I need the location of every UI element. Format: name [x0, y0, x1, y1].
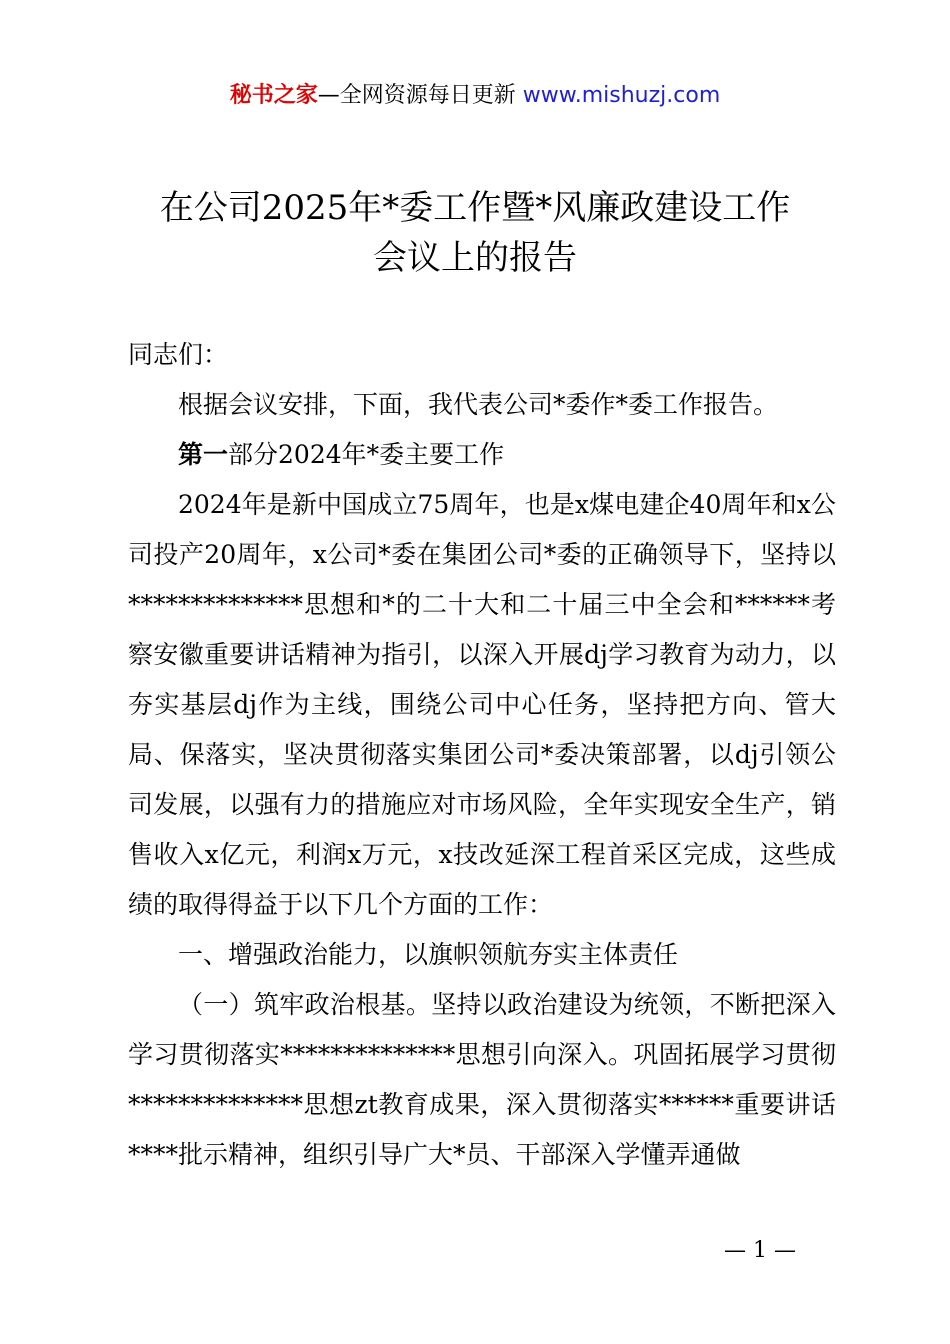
body-paragraph-1: 2024年是新中国成立75周年，也是x煤电建企40周年和x公司投产20周年，x公司*委在集团公司*委的正确领导下，坚持以**************思想和*的二十大和二十届三中全会和******考察安徽重要讲话精神为指引，以深入开展dj学习教育为动力，以夯实基层dj作为主线，围绕公司中心任务，坚持把方向、管大局、保落实，坚决贯彻落实集团公司*委决策部署，以dj引领公司发展，以强有力的措施应对市场风险，全年实现安全生产，销售收入x亿元，利润x万元，x技改延深工程首采区完成，这些成绩的取得得益于以下几个方面的工作： [128, 490, 836, 919]
part-one-heading [128, 430, 836, 480]
intro-paragraph: 根据会议安排，下面，我代表公司*委作*委工作报告。 [178, 390, 779, 419]
page-number: — 1 — [724, 1238, 796, 1263]
part-one-heading-rest: 部分2024年*委主要工作 [228, 440, 505, 469]
body-paragraph-2: （一）筑牢政治根基。坚持以政治建设为统领，不断把深入学习贯彻落实**************思想引向深入。巩固拓展学习贯彻**************思想zt教育成果，深入贯彻落实******重要讲话****批示精神，组织引导广大*员、干部深入学懂弄通做 [128, 990, 836, 1169]
document-body [128, 330, 836, 1180]
section-one-heading: 一、增强政治能力，以旗帜领航夯实主体责任 [178, 940, 679, 969]
site-url[interactable]: www.mishuzj.com [522, 83, 721, 108]
document-title [90, 183, 860, 283]
site-brand: 秘书之家 [229, 83, 318, 108]
site-tagline: —全网资源每日更新 [317, 83, 523, 108]
salutation: 同志们： [128, 340, 229, 369]
part-one-heading-bold: 第一 [178, 440, 229, 469]
document-title-line-2: 会议上的报告 [373, 238, 577, 278]
document-title-line-1: 在公司2025年*委工作暨*风廉政建设工作 [159, 188, 791, 228]
site-banner [0, 80, 950, 112]
